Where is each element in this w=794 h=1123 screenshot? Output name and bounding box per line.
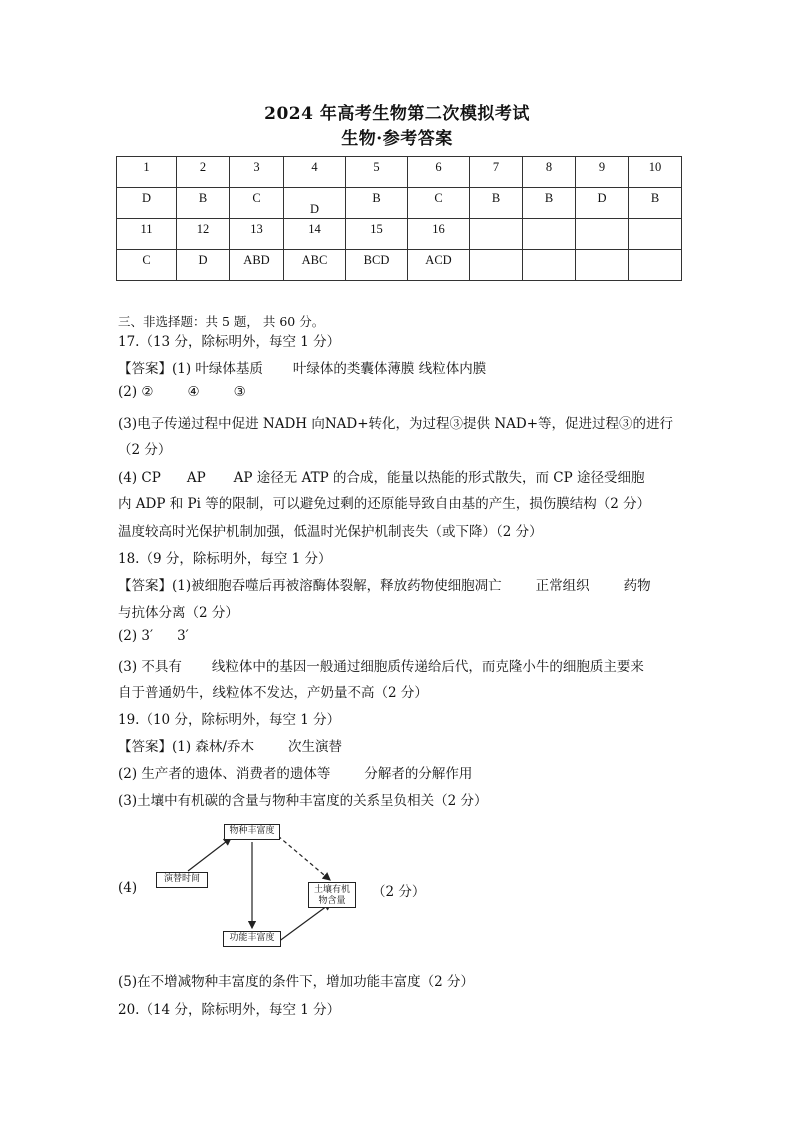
q19-part4-score: （2 分） bbox=[372, 884, 426, 900]
answer-text: 线粒体中的基因一般通过细胞质传递给后代，而克隆小牛的细胞质主要来 bbox=[211, 659, 644, 675]
q18-answer-line-2: 与抗体分离（2 分） bbox=[118, 605, 239, 621]
table-cell: 13 bbox=[230, 219, 284, 250]
table-cell bbox=[523, 219, 576, 250]
q19-answer-line-5: (5)在不增减物种丰富度的条件下，增加功能丰富度（2 分） bbox=[118, 974, 475, 990]
table-cell: 1 bbox=[117, 157, 177, 188]
q17-answer-line-5 bbox=[118, 466, 644, 486]
answer-table bbox=[116, 156, 682, 281]
box-soil-organic-matter: 土壤有机物含量 bbox=[308, 882, 356, 908]
table-row-answers-2 bbox=[117, 250, 682, 281]
table-cell: B bbox=[523, 188, 576, 219]
table-cell: 15 bbox=[346, 219, 408, 250]
table-row-numbers-2 bbox=[117, 219, 682, 250]
table-cell bbox=[470, 219, 523, 250]
table-cell: B bbox=[470, 188, 523, 219]
answer-text: (2) 生产者的遗体、消费者的遗体等 bbox=[118, 766, 331, 782]
table-cell: 4 bbox=[284, 157, 346, 188]
table-cell: 11 bbox=[117, 219, 177, 250]
answer-text: AP 途径无 ATP 的合成，能量以热能的形式散失，而 CP 途径受细胞 bbox=[233, 470, 645, 486]
section-heading: 三、非选择题：共 5 题， 共 60 分。 bbox=[118, 314, 325, 329]
answer-text: ③ bbox=[233, 384, 246, 400]
table-cell: ABC bbox=[284, 250, 346, 281]
answer-text: ④ bbox=[187, 384, 200, 400]
answer-text: 叶绿体的类囊体薄膜 线粒体内膜 bbox=[292, 361, 487, 377]
document-subtitle: 生物·参考答案 bbox=[341, 129, 453, 149]
answer-text: (2) 3′ bbox=[118, 628, 154, 644]
document-title: 2024 年高考生物第二次模拟考试 bbox=[264, 104, 530, 124]
answer-text: (4) CP bbox=[118, 470, 161, 486]
answer-text: (3) 不具有 bbox=[118, 659, 182, 675]
table-cell: B bbox=[629, 188, 682, 219]
table-cell bbox=[576, 250, 629, 281]
table-cell: 12 bbox=[177, 219, 230, 250]
q17-answer-line-3: (3)电子传递过程中促进 NADH 向NAD+转化，为过程③提供 NAD+等，促进过程③的进行 bbox=[118, 416, 674, 432]
q18-answer-line-3 bbox=[118, 628, 189, 644]
table-cell: 8 bbox=[523, 157, 576, 188]
q17-heading: 17.（13 分，除标明外，每空 1 分） bbox=[118, 334, 341, 350]
table-cell: 7 bbox=[470, 157, 523, 188]
table-cell: 2 bbox=[177, 157, 230, 188]
box-functional-richness: 功能丰富度 bbox=[223, 931, 281, 947]
q18-answer-line-1 bbox=[118, 574, 651, 594]
table-cell: C bbox=[408, 188, 470, 219]
table-cell: ACD bbox=[408, 250, 470, 281]
answer-text: 【答案】(1)被细胞吞噬后再被溶酶体裂解，释放药物使细胞凋亡 bbox=[118, 578, 502, 594]
table-cell bbox=[629, 250, 682, 281]
box-species-richness: 物种丰富度 bbox=[224, 824, 280, 840]
table-cell: 5 bbox=[346, 157, 408, 188]
answer-text: 药物 bbox=[623, 578, 651, 594]
table-cell: 14 bbox=[284, 219, 346, 250]
table-cell: 9 bbox=[576, 157, 629, 188]
q17-answer-line-2 bbox=[118, 384, 246, 400]
q17-answer-line-4: （2 分） bbox=[118, 442, 172, 458]
table-cell bbox=[523, 250, 576, 281]
table-cell: C bbox=[117, 250, 177, 281]
answer-text: 分解者的分解作用 bbox=[364, 766, 473, 782]
q18-answer-line-4 bbox=[118, 655, 644, 675]
table-cell: D bbox=[284, 188, 346, 219]
table-cell bbox=[470, 250, 523, 281]
table-cell: 3 bbox=[230, 157, 284, 188]
table-cell: D bbox=[576, 188, 629, 219]
answer-text: 正常组织 bbox=[535, 578, 590, 594]
table-row-answers-1 bbox=[117, 188, 682, 219]
table-cell bbox=[576, 219, 629, 250]
q17-answer-line-1 bbox=[118, 357, 486, 377]
table-cell: C bbox=[230, 188, 284, 219]
q19-answer-line-3: (3)土壤中有机碳的含量与物种丰富度的关系呈负相关（2 分） bbox=[118, 793, 488, 809]
q19-part4-label: (4) bbox=[118, 880, 138, 896]
table-row-numbers-1 bbox=[117, 157, 682, 188]
answer-text: 次生演替 bbox=[287, 739, 342, 755]
q17-answer-line-6: 内 ADP 和 Pi 等的限制，可以避免过剩的还原能导致自由基的产生，损伤膜结构（2 分） bbox=[118, 496, 651, 512]
arrow-time-to-species bbox=[188, 838, 231, 871]
table-cell bbox=[629, 219, 682, 250]
table-cell: BCD bbox=[346, 250, 408, 281]
table-cell: B bbox=[177, 188, 230, 219]
arrow-function-to-soil bbox=[278, 903, 331, 942]
q18-answer-line-5: 自于普通奶牛，线粒体不发达，产奶量不高（2 分） bbox=[118, 685, 428, 701]
table-cell: B bbox=[346, 188, 408, 219]
q19-heading: 19.（10 分，除标明外，每空 1 分） bbox=[118, 712, 341, 728]
table-cell: 6 bbox=[408, 157, 470, 188]
answer-text: 3′ bbox=[177, 628, 189, 644]
table-cell: 16 bbox=[408, 219, 470, 250]
q18-heading: 18.（9 分，除标明外，每空 1 分） bbox=[118, 551, 332, 567]
table-cell: ABD bbox=[230, 250, 284, 281]
answer-text: 【答案】(1) 叶绿体基质 bbox=[118, 361, 263, 377]
q20-heading: 20.（14 分，除标明外，每空 1 分） bbox=[118, 1002, 341, 1018]
table-cell: 10 bbox=[629, 157, 682, 188]
q17-answer-line-7: 温度较高时光保护机制加强，低温时光保护机制丧失（或下降）（2 分） bbox=[118, 524, 543, 540]
answer-text: (2) ② bbox=[118, 384, 154, 400]
q19-answer-line-1 bbox=[118, 735, 342, 755]
table-cell: D bbox=[177, 250, 230, 281]
q19-answer-line-2 bbox=[118, 762, 472, 782]
box-succession-time: 演替时间 bbox=[156, 872, 208, 888]
answer-text: AP bbox=[186, 470, 206, 486]
arrow-species-to-soil bbox=[278, 836, 330, 880]
table-cell: D bbox=[117, 188, 177, 219]
answer-text: 【答案】(1) 森林/乔木 bbox=[118, 739, 254, 755]
